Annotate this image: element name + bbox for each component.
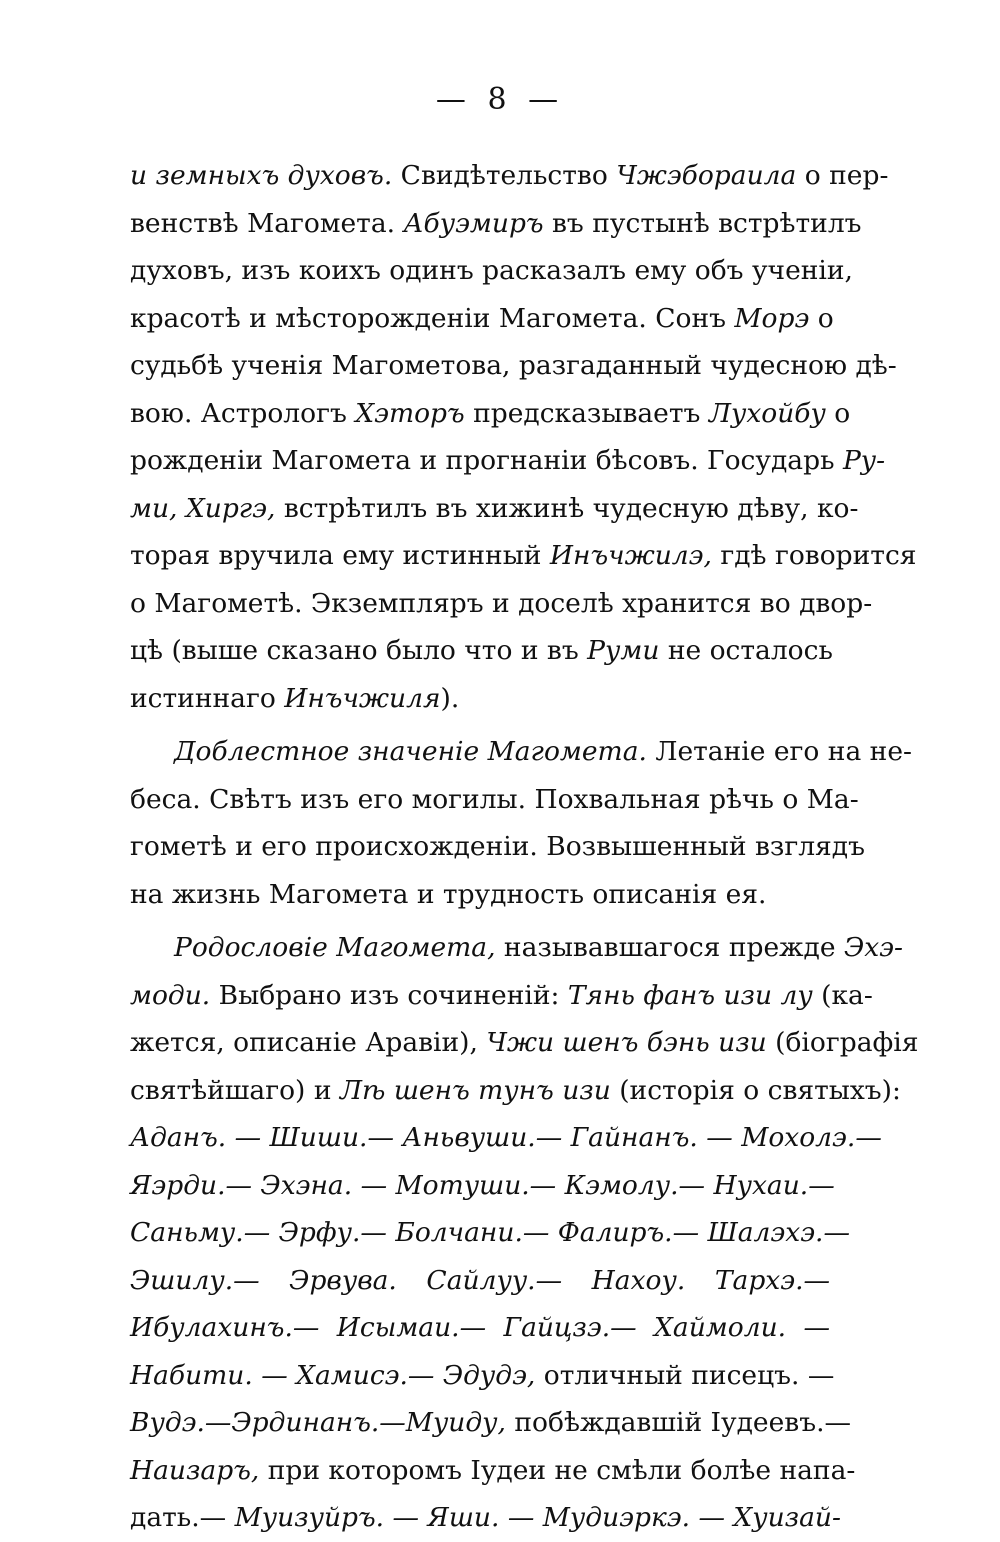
text-line [130, 390, 851, 438]
text-segment: о [809, 302, 834, 334]
text-segment: вою. Астрологъ [130, 397, 356, 429]
text-segment: рожденіи Магомета и прогнаніи бѣсовъ. Государь [130, 445, 843, 476]
italic-text: Эхэ- [843, 932, 903, 963]
text-line [130, 200, 862, 248]
italic-text: Инъчжилэ, [549, 540, 712, 571]
text-line [130, 675, 830, 723]
text-line [130, 1494, 841, 1542]
italic-text: Набити. — Хамисэ.— Эдудэ, [130, 1359, 536, 1391]
text-segment: святѣйшаго) и [130, 1074, 340, 1106]
text-line [130, 972, 873, 1020]
text-segment: (біографія [766, 1027, 919, 1058]
text-line [130, 295, 834, 343]
text-line [130, 247, 853, 295]
italic-text: Инъчжиля [284, 682, 441, 714]
text-segment: о Магометѣ. Экземпляръ и доселѣ хранится во двор- [130, 587, 873, 619]
italic-text: Доблестное значеніе Магомета. [174, 736, 647, 767]
text-segment: беса. Свѣтъ изъ его могилы. Похвальная рѣчь о Ма- [130, 783, 859, 815]
text-line [130, 871, 830, 919]
text-segment: побѣждавшій Іудеевъ.— [505, 1407, 851, 1438]
italic-text: Аданъ. — Шиши.— Аньвуши.— Гайнанъ. — Мохолэ.— [130, 1122, 882, 1153]
italic-text: Хэторъ [355, 397, 465, 429]
italic-text: Абуэмиръ [403, 207, 544, 239]
text-segment: истиннаго [130, 682, 285, 714]
text-segment: въ пустынѣ встрѣтилъ [543, 207, 862, 239]
text-line [130, 485, 859, 533]
text-line [130, 1304, 830, 1352]
text-line [130, 1019, 919, 1067]
text-segment: предсказываетъ [464, 397, 709, 429]
text-line [130, 1352, 835, 1400]
text-segment: жется, описаніе Аравіи), [130, 1027, 487, 1058]
text-line [130, 152, 889, 200]
italic-text: Чжи шенъ бэнь изи [486, 1027, 767, 1058]
text-segment: встрѣтилъ въ хижинѣ чудесную дѣву, ко- [275, 492, 859, 524]
italic-text: Муизуйръ. — Яши. — Мудиэркэ. — Хуизай- [234, 1502, 841, 1533]
text-segment: о [825, 397, 851, 429]
text-line [130, 776, 859, 824]
italic-text: Наизаръ, [130, 1454, 260, 1486]
text-line [130, 342, 897, 390]
italic-text: Лухойбу [708, 397, 826, 429]
text-segment: (исторія о святыхъ): [610, 1074, 901, 1106]
text-segment: судьбѣ ученія Магометова, разгаданный чудесною дѣ- [130, 350, 897, 381]
text-segment: о пер- [796, 160, 889, 191]
text-line [130, 437, 886, 485]
text-segment: цѣ (выше сказано было что и въ [130, 635, 588, 666]
italic-text: Руми [587, 635, 660, 666]
italic-text: Яэрди.— Эхэна. — Мотуши.— Кэмолу.— Нухаи.— [130, 1169, 835, 1201]
italic-text: ми, Хиргэ, [130, 492, 276, 524]
text-segment: Летаніе его на не- [646, 736, 912, 767]
paragraph [130, 728, 912, 918]
italic-text: моди. [130, 979, 211, 1011]
text-line [130, 1209, 850, 1257]
italic-text: Эшилу.— Эрвува. Сайлуу.— Нахоу. Тархэ.— [130, 1264, 830, 1296]
text-segment: духовъ, изъ коихъ одинъ расказалъ ему объ ученіи, [130, 255, 853, 286]
text-line [130, 728, 912, 776]
text-segment: при которомъ Іудеи не смѣли болѣе напа- [259, 1454, 856, 1486]
text-line [130, 1114, 882, 1162]
text-segment: (ка- [812, 979, 873, 1011]
text-line [130, 627, 833, 675]
italic-text: Ибулахинъ.— Исымаи.— Гайцзэ.— Хаймоли. — [130, 1312, 830, 1343]
body-text [130, 152, 919, 1542]
italic-text: Чжэбораила [616, 160, 797, 191]
text-line [130, 1399, 851, 1447]
text-line [130, 823, 865, 871]
text-line [130, 580, 873, 628]
italic-text: и земныхъ духовъ. [130, 160, 393, 191]
text-line [130, 1162, 835, 1210]
text-line [130, 1257, 830, 1305]
page-number: — 8 — [435, 82, 565, 117]
paragraph [130, 924, 919, 1542]
italic-text: Морэ [734, 302, 810, 334]
paragraph [130, 152, 917, 722]
text-segment: гометѣ и его происхожденіи. Возвышенный взглядъ [130, 831, 865, 862]
text-segment: Выбрано изъ сочиненій: [210, 979, 568, 1011]
italic-text: Вудэ.—Эрдинанъ.—Муиду, [130, 1407, 506, 1438]
text-segment: на жизнь Магомета и трудность описанія ея. [130, 878, 767, 910]
italic-text: Саньму.— Эрфу.— Болчани.— Фалиръ.— Шалэхэ.— [130, 1217, 850, 1248]
text-segment: красотѣ и мѣсторожденіи Магомета. Сонъ [130, 302, 735, 334]
italic-text: Родословіе Магомета, [174, 932, 496, 963]
text-segment: не осталось [659, 635, 833, 666]
text-segment: отличный писецъ. — [535, 1359, 835, 1391]
italic-text: Лѣ шенъ тунъ изи [339, 1074, 611, 1106]
italic-text: Тянь фанъ изи лу [567, 979, 813, 1011]
text-segment: ). [440, 682, 460, 714]
text-segment: дать.— [130, 1502, 235, 1533]
text-line [130, 1067, 901, 1115]
italic-text: Ру- [842, 445, 886, 476]
text-segment: торая вручила ему истинный [130, 540, 550, 571]
text-segment: Свидѣтельство [392, 160, 617, 191]
text-line [130, 924, 903, 972]
text-segment: гдѣ говорится [711, 540, 917, 571]
text-line [130, 532, 917, 580]
text-segment: называвшагося прежде [495, 932, 844, 963]
text-line [130, 1447, 856, 1495]
text-segment: венствѣ Магомета. [130, 207, 404, 239]
